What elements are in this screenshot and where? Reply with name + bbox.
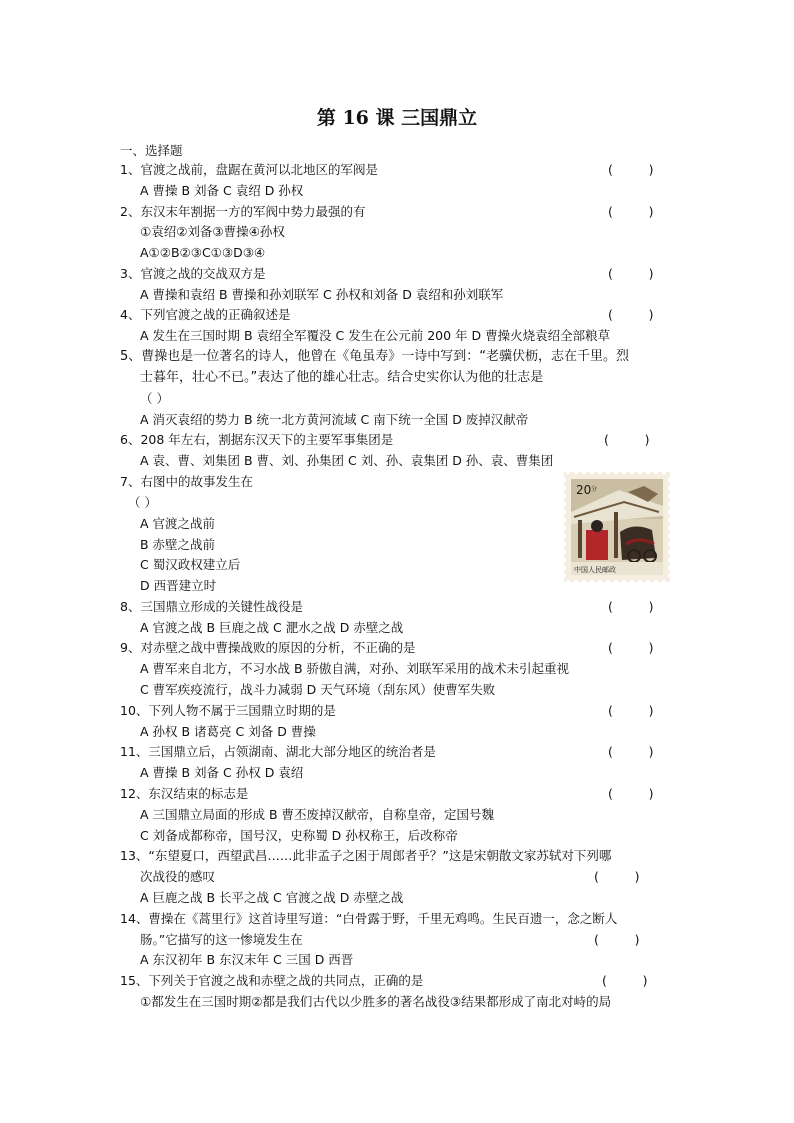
options-9-line-2: C 曹军疾疫流行，战斗力减弱 D 天气环境（刮东风）使曹军失败 [140, 682, 496, 697]
answer-paren-14: ( ) [594, 932, 640, 947]
answer-paren-13: ( ) [594, 869, 640, 884]
stamp-unit: 分 [591, 486, 598, 493]
question-14-line-1: 14、曹操在《蒿里行》这首诗里写道：“白骨露于野，千里无鸡鸣。生民百遗一，念之断人 [120, 911, 618, 926]
options-5: A 消灭袁绍的势力 B 统一北方黄河流域 C 南下统一全国 D 废掉汉献帝 [140, 412, 529, 427]
options-9-line-1: A 曹军来自北方，不习水战 B 骄傲自满，对孙、刘联军采用的战术未引起重视 [140, 661, 570, 676]
question-12: 12、东汉结束的标志是 [120, 786, 249, 801]
options-4: A 发生在三国时期 B 袁绍全军覆没 C 发生在公元前 200 年 D 曹操火烧袁绍全部粮草 [140, 328, 611, 343]
question-10: 10、下列人物不属于三国鼎立时期的是 [120, 703, 336, 718]
options-6: A 袁、曹、刘集团 B 曹、刘、孙集团 C 刘、孙、袁集团 D 孙、袁、曹集团 [140, 453, 554, 468]
options-12-line-1: A 三国鼎立局面的形成 B 曹丕废掉汉献帝，自称皇帝，定国号魏 [140, 807, 495, 822]
option-7d: D 西晋建立时 [140, 578, 217, 593]
options-11: A 曹操 B 刘备 C 孙权 D 袁绍 [140, 765, 304, 780]
options-1: A 曹操 B 刘备 C 袁绍 D 孙权 [140, 183, 304, 198]
question-6: 6、208 年左右，割据东汉天下的主要军事集团是 [120, 432, 394, 447]
answer-paren-10: ( ) [608, 703, 654, 718]
question-1: 1、官渡之战前，盘踞在黄河以北地区的军阀是 [120, 162, 378, 177]
answer-paren-8: ( ) [608, 599, 654, 614]
stamp-image [564, 472, 670, 582]
option-7b: B 赤壁之战前 [140, 537, 216, 552]
question-2: 2、东汉末年割据一方的军阀中势力最强的有 [120, 204, 366, 219]
answer-paren-12: ( ) [608, 786, 654, 801]
answer-paren-9: ( ) [608, 640, 654, 655]
options-2: A①②B②③C①③D③④ [140, 245, 266, 260]
question-4: 4、下列官渡之战的正确叙述是 [120, 307, 291, 322]
options-12-line-2: C 刘备成都称帝，国号汉，史称蜀 D 孙权称王，后改称帝 [140, 828, 458, 843]
answer-paren-11: ( ) [608, 744, 654, 759]
question-7: 7、右图中的故事发生在 [120, 474, 253, 489]
question-5-line-1: 5、曹操也是一位著名的诗人，他曾在《龟虽寿》一诗中写到：“老骥伏枥，志在千里。烈 [120, 349, 630, 364]
question-14-line-2: 肠。”它描写的这一惨境发生在 [140, 932, 303, 947]
option-7a: A 官渡之战前 [140, 516, 216, 531]
question-13-line-1: 13、“东望夏口，西望武昌……此非孟子之困于周郎者乎？”这是宋朝散文家苏轼对下列哪 [120, 848, 612, 863]
section-heading: 一、选择题 [120, 143, 183, 158]
page-title: 第 16 课 三国鼎立 [316, 107, 478, 129]
question-5-paren: （ ） [140, 391, 169, 406]
question-11: 11、三国鼎立后，占领湖南、湖北大部分地区的统治者是 [120, 744, 436, 759]
question-7-paren: （ ） [128, 495, 157, 510]
stamp-country: 中国人民邮政 [574, 566, 616, 574]
question-9: 9、对赤壁之战中曹操战败的原因的分析，不正确的是 [120, 640, 416, 655]
option-7c: C 蜀汉政权建立后 [140, 557, 241, 572]
options-8: A 官渡之战 B 巨鹿之战 C 淝水之战 D 赤壁之战 [140, 620, 404, 635]
question-5-line-2: 士暮年，壮心不已。”表达了他的雄心壮志。结合史实你认为他的壮志是 [140, 370, 544, 385]
question-13-line-2: 次战役的感叹 [140, 869, 216, 884]
items-15: ①都发生在三国时期②都是我们古代以少胜多的著名战役③结果都形成了南北对峙的局 [140, 994, 612, 1009]
options-14: A 东汉初年 B 东汉末年 C 三国 D 西晋 [140, 952, 354, 967]
question-3: 3、官渡之战的交战双方是 [120, 266, 266, 281]
answer-paren-2: ( ) [608, 204, 654, 219]
answer-paren-15: ( ) [602, 973, 648, 988]
answer-paren-1: ( ) [608, 162, 654, 177]
answer-paren-4: ( ) [608, 307, 654, 322]
question-8: 8、三国鼎立形成的关键性战役是 [120, 599, 303, 614]
items-2: ①袁绍②刘备③曹操④孙权 [140, 224, 285, 239]
answer-paren-3: ( ) [608, 266, 654, 281]
options-3: A 曹操和袁绍 B 曹操和孙刘联军 C 孙权和刘备 D 袁绍和孙刘联军 [140, 287, 504, 302]
answer-paren-6: ( ) [604, 432, 650, 447]
options-13: A 巨鹿之战 B 长平之战 C 官渡之战 D 赤壁之战 [140, 890, 404, 905]
question-15: 15、下列关于官渡之战和赤壁之战的共同点，正确的是 [120, 973, 424, 988]
stamp-value: 20 [576, 483, 592, 497]
options-10: A 孙权 B 诸葛亮 C 刘备 D 曹操 [140, 724, 316, 739]
